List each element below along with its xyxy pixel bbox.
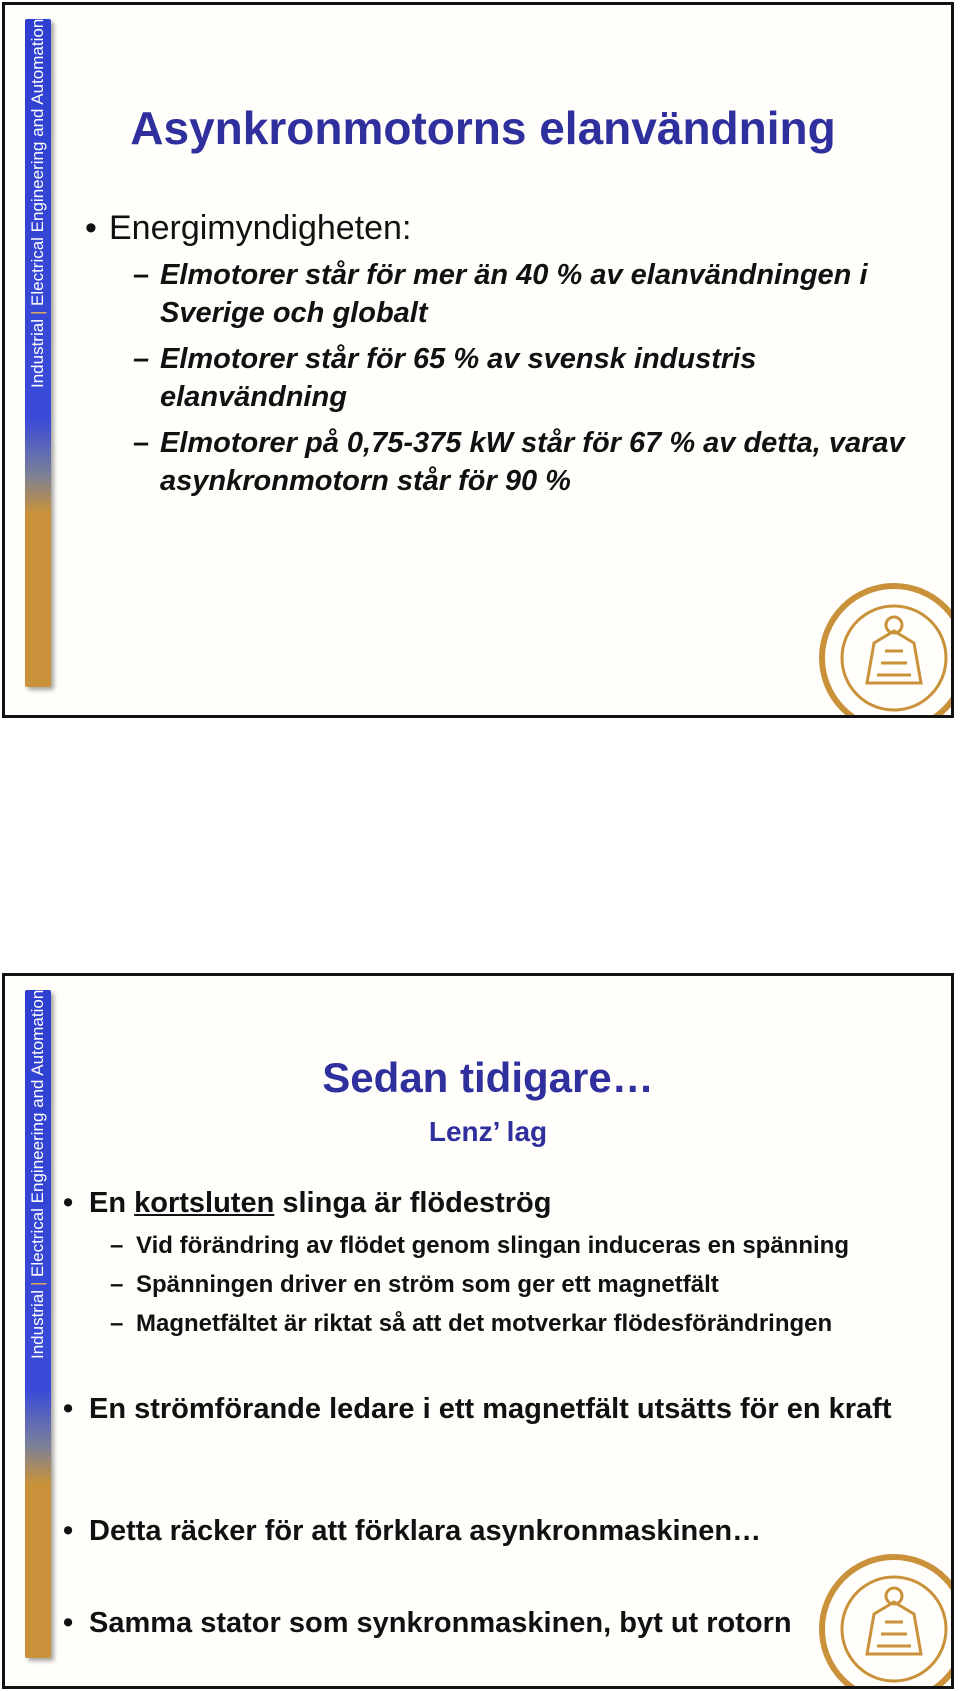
dash-marker: – (133, 427, 150, 459)
sidebar-part2: Electrical Engineering and Automation (28, 19, 47, 307)
sub-bullet (133, 340, 943, 416)
bullet-text (63, 1184, 933, 1222)
bullet-marker: • (63, 1607, 74, 1639)
bullet-marker: • (63, 1515, 74, 1547)
dash-marker: – (133, 259, 150, 291)
slide-2 (2, 973, 954, 1689)
bullet (63, 1390, 933, 1428)
sidebar-separator: | (28, 1281, 47, 1286)
sub-bullet-text: Elmotorer står för 65 % av svensk industris elanvändning (160, 343, 757, 413)
bullet-text-part: slinga är flödeströg (274, 1187, 552, 1219)
sub-bullet-text: Elmotorer står för mer än 40 % av elanvändningen i Sverige och globalt (160, 259, 868, 329)
dash-marker: – (110, 1310, 124, 1337)
underlined-word: kortsluten (134, 1187, 275, 1219)
bullet (63, 1512, 933, 1550)
dash-marker: – (110, 1271, 124, 1298)
sub-bullet (133, 424, 943, 500)
sub-bullet-text: Vid förändring av flödet genom slingan induceras en spänning (136, 1232, 849, 1259)
dash-marker: – (133, 343, 150, 375)
sub-bullet (110, 1271, 719, 1299)
bullet-marker: • (63, 1393, 74, 1425)
bullet-marker: • (85, 209, 97, 247)
sidebar-separator: | (28, 310, 47, 315)
bullet-text: Samma stator som synkronmaskinen, byt ut rotorn (89, 1607, 792, 1639)
sub-bullet-text: Spänningen driver en ström som ger ett magnetfält (136, 1271, 719, 1298)
sub-bullet (110, 1310, 832, 1338)
sub-bullet-text: Magnetfältet är riktat så att det motverkar flödesförändringen (136, 1310, 833, 1337)
dash-marker: – (110, 1232, 124, 1259)
slide-1 (2, 2, 954, 718)
bullet (63, 1184, 933, 1222)
sub-bullet-text: Elmotorer på 0,75-375 kW står för 67 % av detta, varav asynkronmotorn står för 90 % (160, 427, 905, 497)
sidebar-part1: Industrial (28, 318, 47, 388)
sub-bullet (110, 1232, 849, 1260)
university-seal-icon (819, 583, 954, 718)
slide-subtitle: Lenz’ lag (428, 1116, 548, 1147)
sub-bullet (133, 256, 943, 332)
slide-title: Asynkronmotorns elanvändning (130, 102, 836, 154)
bullet (63, 1604, 933, 1642)
university-seal-icon (819, 1554, 954, 1689)
slide-title: Sedan tidigare… (322, 1054, 654, 1101)
bullet-marker: • (63, 1187, 74, 1219)
sidebar-part1: Industrial (28, 1289, 47, 1359)
bullet-text: En strömförande ledare i ett magnetfält utsätts för en kraft (89, 1393, 892, 1425)
bullet-text: Energimyndigheten: (109, 209, 412, 247)
bullet (85, 209, 411, 248)
bullet-text-part: En (89, 1187, 135, 1219)
bullet-text: Detta räcker för att förklara asynkronmaskinen… (89, 1515, 762, 1547)
sidebar-part2: Electrical Engineering and Automation (28, 990, 47, 1278)
